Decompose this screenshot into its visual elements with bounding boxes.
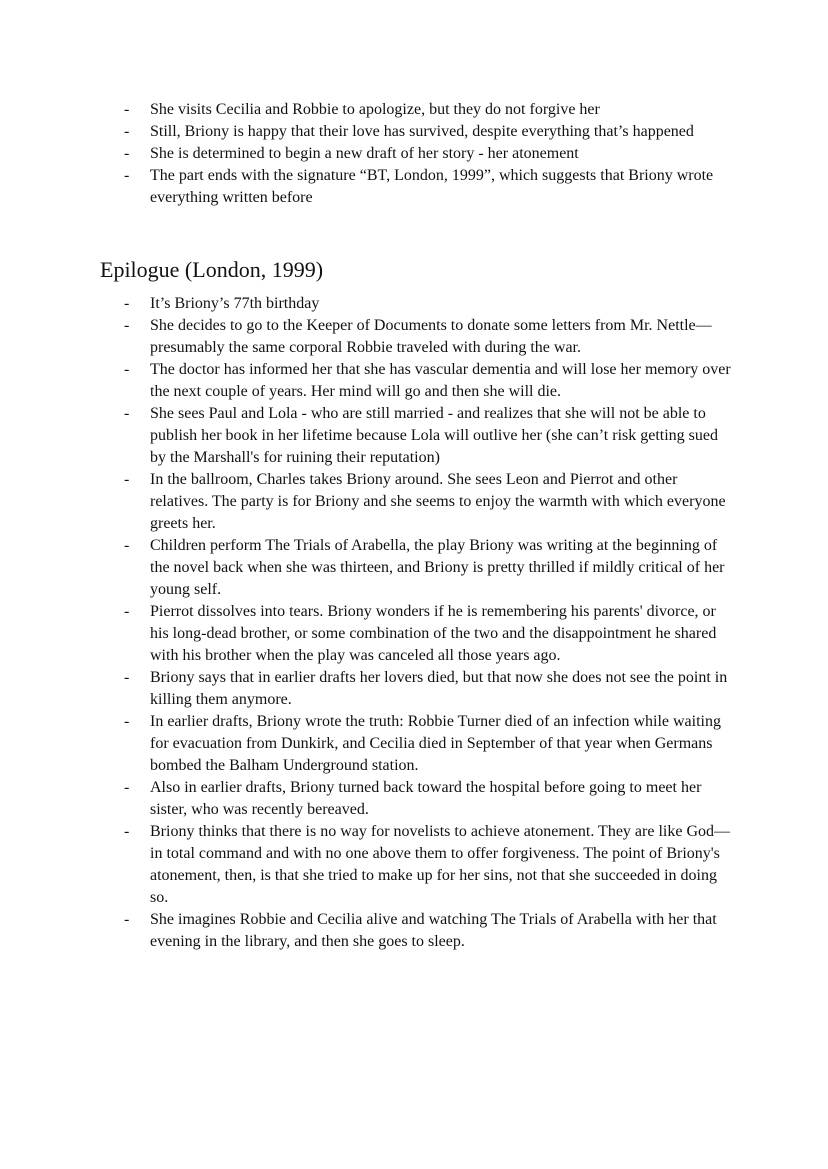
bullet-dash: - [124,123,130,140]
list-item [124,535,734,601]
bullet-dash: - [124,405,130,422]
bullet-dash: - [124,779,130,796]
bullet-dash: - [124,669,130,686]
list-item-text: Children perform The Trials of Arabella, the play Briony was writing at the beginning of the novel back when she was thirteen, and Briony is pretty thrilled if mildly critical of her young self. [150,537,725,598]
list-item-text: In earlier drafts, Briony wrote the truth: Robbie Turner died of an infection while waiting for evacuation from Dunkirk, and Cecilia died in September of that year when Germans bombed the Balham Underground station. [150,713,721,774]
list-item [124,165,734,209]
bullet-dash: - [124,317,130,334]
list-item [124,359,734,403]
list-item-text: She visits Cecilia and Robbie to apologize, but they do not forgive her [150,101,600,118]
epilogue-list [124,293,734,953]
list-item-text: Briony says that in earlier drafts her lovers died, but that now she does not see the point in killing them anymore. [150,669,728,708]
list-item [124,667,734,711]
bullet-dash: - [124,101,130,118]
list-item [124,143,734,165]
list-item-text: The doctor has informed her that she has vascular dementia and will lose her memory over the next couple of years. Her mind will go and then she will die. [150,361,731,400]
list-item [124,909,734,953]
list-item-text: Briony thinks that there is no way for novelists to achieve atonement. They are like God—in total command and with no one above them to offer forgiveness. The point of Briony's atonement, then, is that she tried to make up for her sins, not that she succeeded in doing so. [150,823,731,906]
list-item-text: Pierrot dissolves into tears. Briony wonders if he is remembering his parents' divorce, or his long-dead brother, or some combination of the two and the disappointment he shared with his brother when the play was canceled all those years ago. [150,603,717,664]
list-item [124,403,734,469]
bullet-dash: - [124,145,130,162]
bullet-dash: - [124,295,130,312]
list-item-text: She sees Paul and Lola - who are still married - and realizes that she will not be able to publish her book in her lifetime because Lola will outlive her (she can’t risk getting sued by the Marshall's for ruining their reputation) [150,405,718,466]
list-item-text: She imagines Robbie and Cecilia alive and watching The Trials of Arabella with her that evening in the library, and then she goes to sleep. [150,911,717,950]
list-item [124,293,734,315]
list-item-text: Still, Briony is happy that their love has survived, despite everything that’s happened [150,123,694,140]
list-item-text: She is determined to begin a new draft of her story - her atonement [150,145,579,162]
list-item [124,821,734,909]
list-item-text: Also in earlier drafts, Briony turned back toward the hospital before going to meet her sister, who was recently bereaved. [150,779,702,818]
list-item [124,469,734,535]
bullet-dash: - [124,167,130,184]
list-item-text: It’s Briony’s 77th birthday [150,295,320,312]
list-item [124,777,734,821]
list-item-text: In the ballroom, Charles takes Briony around. She sees Leon and Pierrot and other relatives. The party is for Briony and she seems to enjoy the warmth with which everyone greets her. [150,471,726,532]
list-item [124,601,734,667]
bullet-dash: - [124,823,130,840]
bullet-dash: - [124,471,130,488]
list-item-text: The part ends with the signature “BT, London, 1999”, which suggests that Briony wrote everything written before [150,167,714,206]
list-item-text: She decides to go to the Keeper of Documents to donate some letters from Mr. Nettle—presumably the same corporal Robbie traveled with during the war. [150,317,712,356]
part-summary-list [124,99,734,209]
list-item [124,99,734,121]
bullet-dash: - [124,537,130,554]
list-item [124,121,734,143]
bullet-dash: - [124,361,130,378]
list-item [124,315,734,359]
bullet-dash: - [124,911,130,928]
section-heading: Epilogue (London, 1999) [100,257,324,282]
bullet-dash: - [124,713,130,730]
list-item [124,711,734,777]
bullet-dash: - [124,603,130,620]
